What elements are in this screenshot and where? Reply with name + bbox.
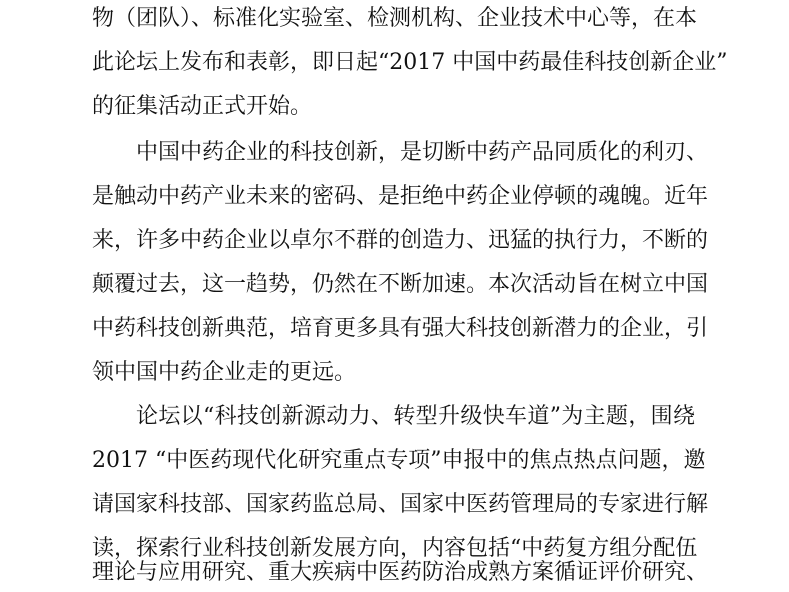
text-line-6: 来，许多中药企业以卓尔不群的创造力、迅猛的执行力，不断的 <box>92 228 709 253</box>
text-line-7: 颠覆过去，这一趋势，仍然在不断加速。本次活动旨在树立中国 <box>92 272 709 297</box>
text-line-2: 此论坛上发布和表彰，即日起“2017 中国中药最佳科技创新企业” <box>92 50 728 75</box>
text-line-3: 的征集活动正式开始。 <box>92 94 313 119</box>
text-line-10: 论坛以“科技创新源动力、转型升级快车道”为主题，围绕 <box>136 404 695 429</box>
text-line-9: 领中国中药企业走的更远。 <box>92 360 357 385</box>
text-line-8: 中药科技创新典范，培育更多具有强大科技创新潜力的企业，引 <box>92 316 709 341</box>
text-line-11: 2017 “中医药现代化研究重点专项”申报中的焦点热点问题，邀 <box>92 448 706 473</box>
text-line-14: 理论与应用研究、重大疾病中医药防治成熟方案循证评价研究、 <box>92 560 709 585</box>
text-line-12: 请国家科技部、国家药监总局、国家中医药管理局的专家进行解 <box>92 492 709 517</box>
text-line-4: 中国中药企业的科技创新，是切断中药产品同质化的利刃、 <box>136 140 709 165</box>
text-line-1: 物（团队）、标准化实验室、检测机构、企业技术中心等，在本 <box>92 6 698 31</box>
text-line-13: 读，探索行业科技创新发展方向，内容包括“中药复方组分配伍 <box>92 536 698 561</box>
text-line-5: 是触动中药产业未来的密码、是拒绝中药企业停顿的魂魄。近年 <box>92 184 709 209</box>
